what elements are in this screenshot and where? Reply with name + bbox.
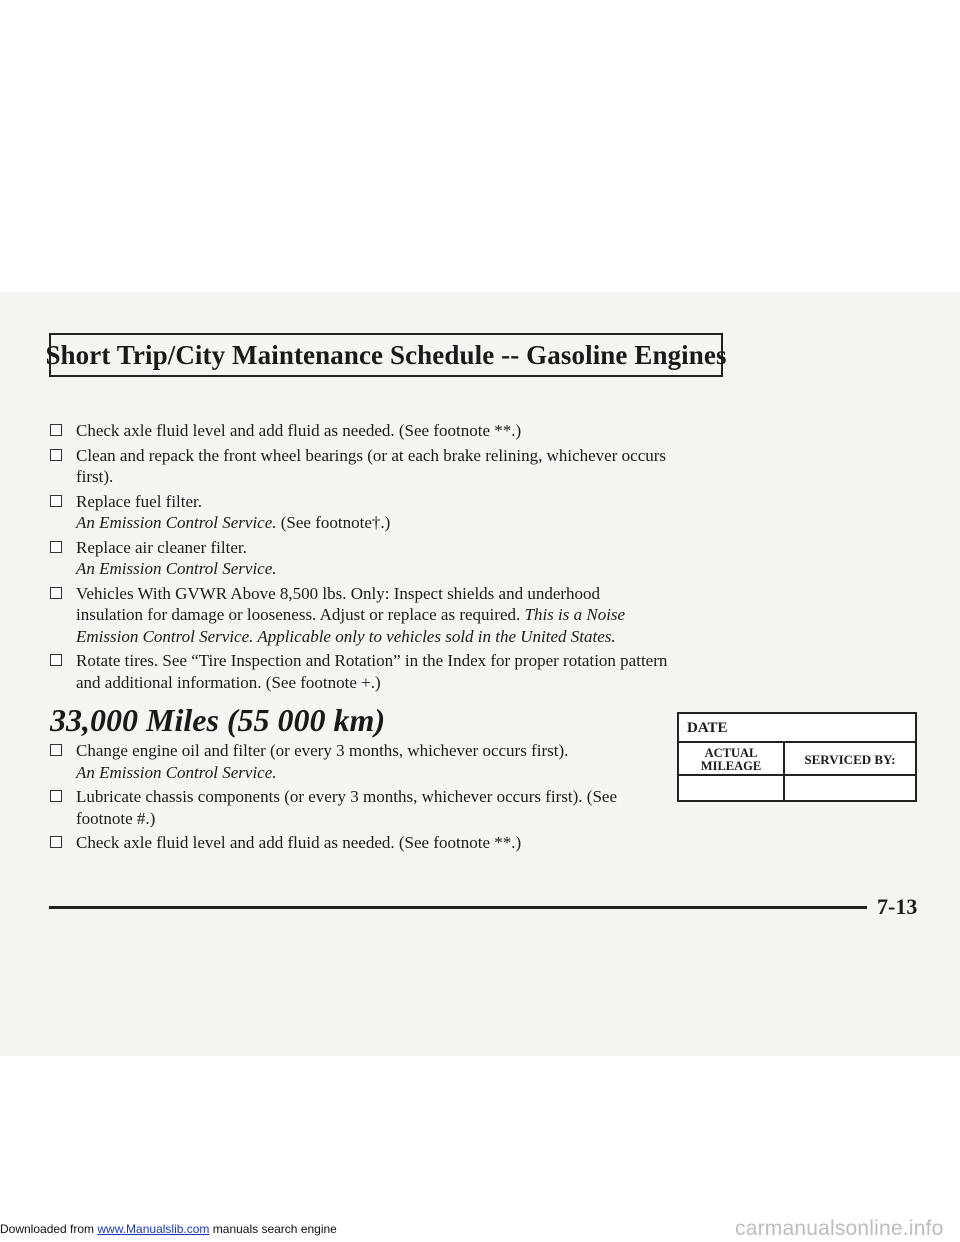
log-serviced-header: SERVICED BY: <box>804 751 896 767</box>
item-text: Rotate tires. See “Tire Inspection and Rotation” in the Index for proper rotation pattern and additional information. (See footnote +.) <box>76 651 668 692</box>
checkbox-icon[interactable] <box>50 541 62 553</box>
checkbox-icon[interactable] <box>50 424 62 436</box>
item-note-italic: An Emission Control Service. <box>76 513 277 532</box>
download-banner <box>0 1222 337 1236</box>
list-item <box>50 786 650 829</box>
manualslib-link[interactable]: www.Manualslib.com <box>97 1222 210 1236</box>
page-number: 7-13 <box>877 894 918 919</box>
top-blank-area <box>0 0 960 292</box>
checkbox-icon[interactable] <box>50 449 62 461</box>
item-text: Lubricate chassis components (or every 3 months, whichever occurs first). (See footnote #.) <box>76 787 617 828</box>
page-title: Short Trip/City Maintenance Schedule -- Gasoline Engines <box>49 333 723 377</box>
log-header-row <box>679 741 915 776</box>
bottom-blank-area <box>0 1056 960 1242</box>
download-prefix: Downloaded from <box>0 1222 98 1236</box>
item-text: Check axle fluid level and add fluid as needed. (See footnote **.) <box>76 421 522 440</box>
section-checklist <box>50 740 650 857</box>
log-mileage-cell[interactable] <box>679 776 785 802</box>
item-note-plain: (See footnote†.) <box>276 513 391 532</box>
list-item <box>50 650 670 693</box>
log-mileage-header <box>679 743 785 776</box>
log-date-label: DATE <box>687 720 728 736</box>
item-text: Clean and repack the front wheel bearings (or at each brake relining, whichever occurs first). <box>76 445 667 486</box>
service-log-table <box>677 712 917 802</box>
log-mileage-label-1: ACTUAL <box>704 745 758 760</box>
item-text: Replace air cleaner filter. <box>76 537 247 557</box>
log-mileage-label-2: MILEAGE <box>700 758 762 773</box>
checklist <box>50 420 670 696</box>
list-item <box>50 445 670 488</box>
checkbox-icon[interactable] <box>50 495 62 507</box>
log-entry-row <box>679 774 915 802</box>
item-note-italic: An Emission Control Service. <box>76 762 277 782</box>
item-text: Replace fuel filter. <box>76 491 203 511</box>
footer-rule <box>49 906 867 909</box>
download-suffix: manuals search engine <box>209 1222 337 1236</box>
item-text: Check axle fluid level and add fluid as needed. (See footnote **.) <box>76 833 522 852</box>
item-italic-tail: This is a Noise Emission Control Service. Applicable only to vehicles sold in the United States. <box>76 605 626 646</box>
checkbox-icon[interactable] <box>50 836 62 848</box>
list-item <box>50 420 670 442</box>
item-text: Vehicles With GVWR Above 8,500 lbs. Only: Inspect shields and underhood insulation for damage or looseness. Adjust or replace as required. <box>76 583 601 624</box>
checkbox-icon[interactable] <box>50 587 62 599</box>
log-serviced-cell[interactable] <box>785 776 915 802</box>
watermark-text: carmanualsonline.info <box>735 1217 944 1240</box>
checkbox-icon[interactable] <box>50 654 62 666</box>
list-item <box>50 491 670 534</box>
checkbox-icon[interactable] <box>50 790 62 802</box>
list-item <box>50 537 670 580</box>
checkbox-icon[interactable] <box>50 744 62 756</box>
item-note-italic: An Emission Control Service. <box>76 559 277 578</box>
item-text: Change engine oil and filter (or every 3 months, whichever occurs first). <box>76 741 569 760</box>
list-item <box>50 832 650 854</box>
list-item <box>50 740 650 783</box>
section-heading: 33,000 Miles (55 000 km) <box>50 702 386 738</box>
list-item <box>50 583 670 648</box>
